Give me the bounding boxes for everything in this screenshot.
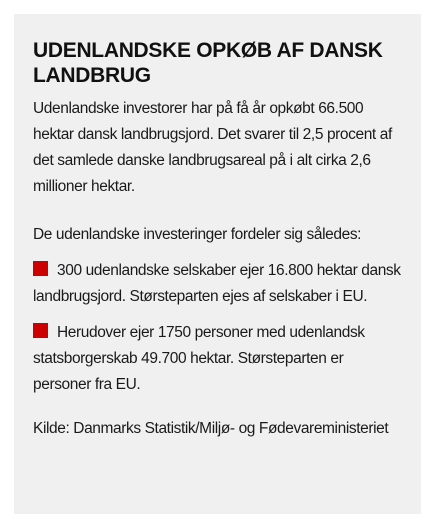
factbox-bullet-companies [33,258,405,310]
factbox-headline: UDENLANDSKE OPKØB AF DANSK LANDBRUG [33,39,383,87]
factbox [14,14,421,514]
factbox-intro: Udenlandske investorer har på få år opkøbt 66.500 hektar dansk landbrugsjord. Det svarer til 2,5 procent af det samlede danske landbrugsareal på i alt cirka 2,6 millioner hektar. [33,100,392,195]
red-square-bullet-icon [33,261,48,276]
bullet-text: Herudover ejer 1750 personer med udenlandsk statsborgerskab 49.700 hektar. Størsteparten er personer fra EU. [33,324,365,393]
factbox-sub-intro: De udenlandske investeringer fordeler sig således: [33,226,362,243]
red-square-bullet-icon [33,323,48,338]
factbox-source: Kilde: Danmarks Statistik/Miljø- og Fødevareministeriet [33,420,389,437]
factbox-bullet-persons [33,320,405,398]
bullet-text: 300 udenlandske selskaber ejer 16.800 hektar dansk landbrugsjord. Størsteparten ejes af selskaber i EU. [33,262,401,305]
